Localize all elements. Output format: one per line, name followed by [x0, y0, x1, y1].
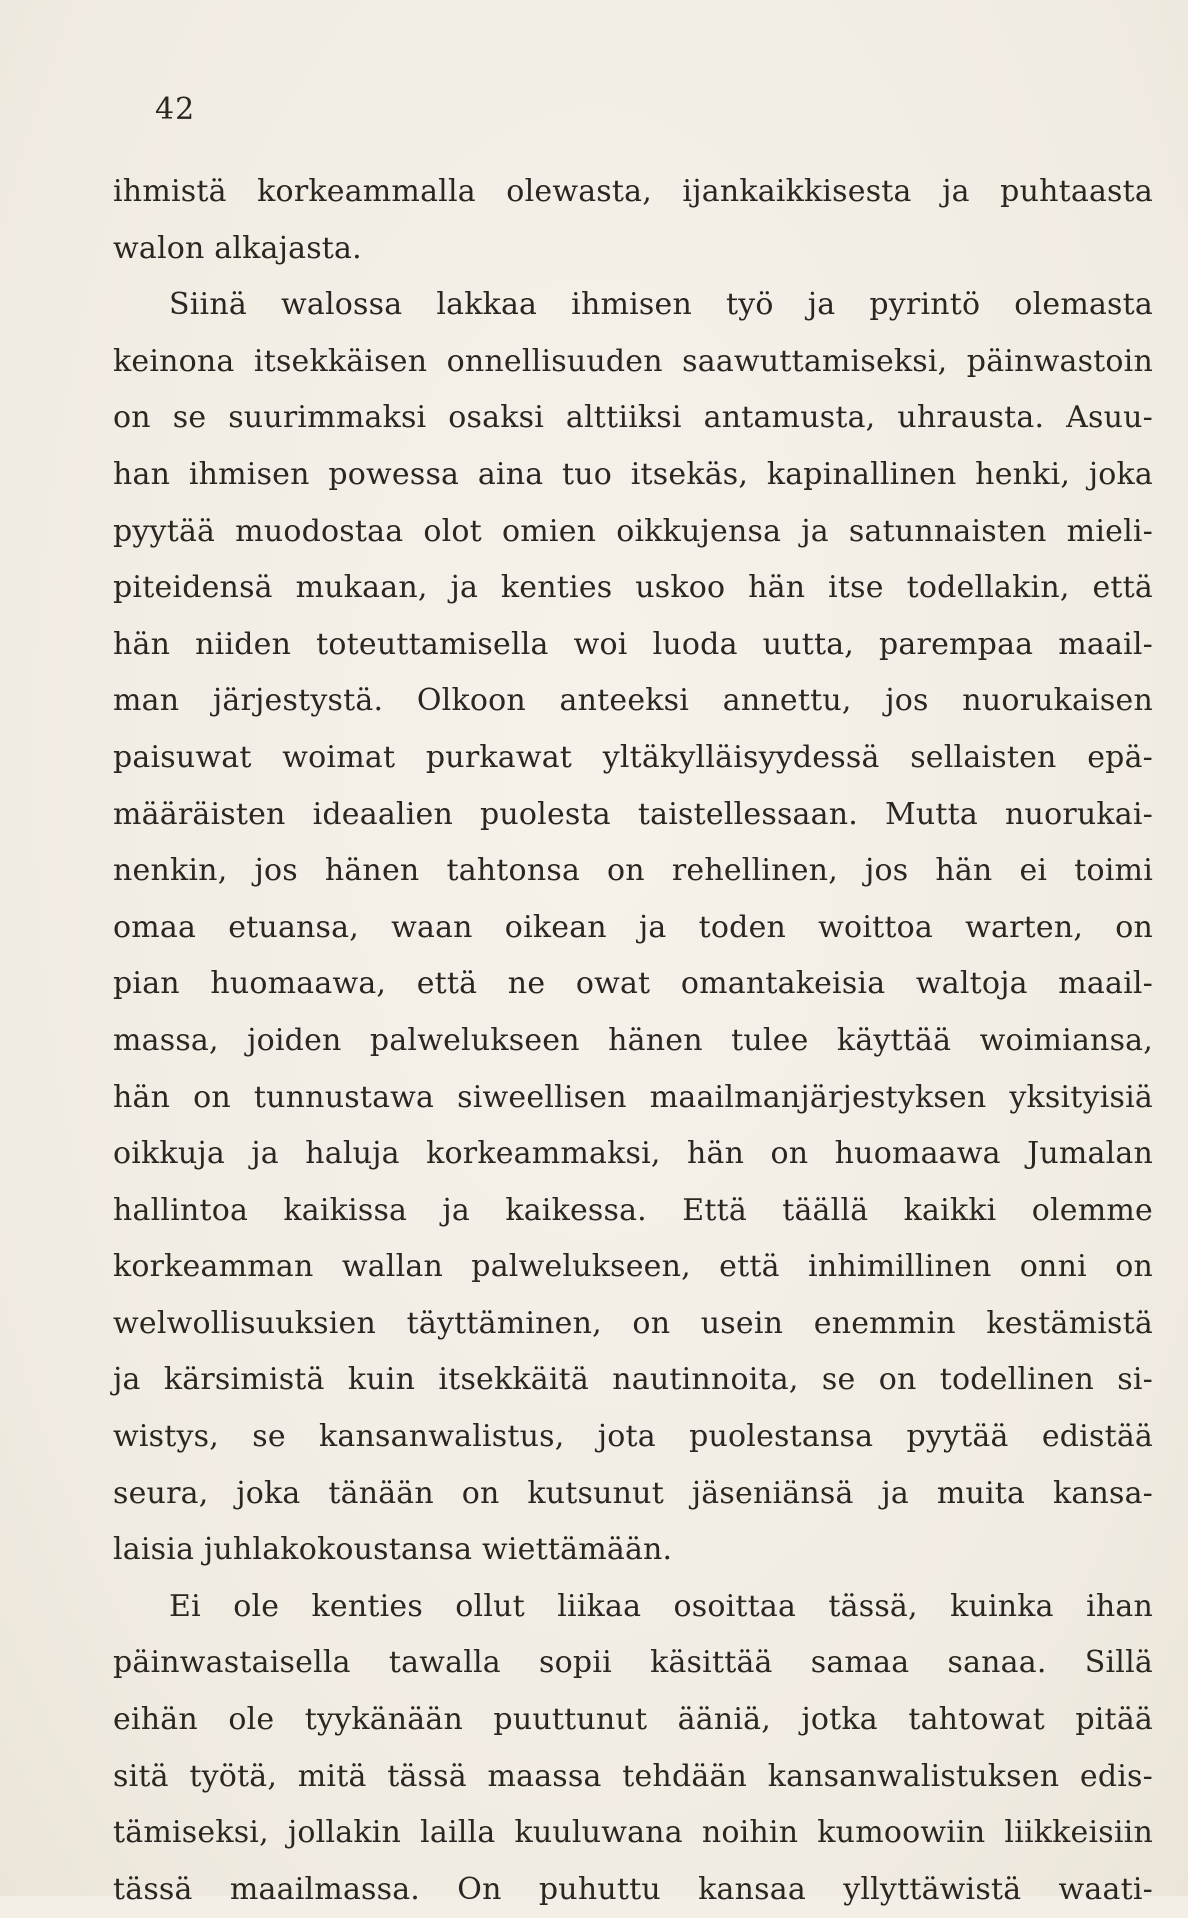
text-line: päinwastaisella tawalla sopii käsittää samaa sanaa. Sillä — [113, 1645, 1153, 1681]
text-line: Siinä walossa lakkaa ihmisen työ ja pyrintö olemasta — [169, 287, 1153, 323]
text-line: ja kärsimistä kuin itsekkäitä nautinnoita, se on todellinen si- — [113, 1362, 1153, 1398]
text-line: nenkin, jos hänen tahtonsa on rehellinen, jos hän ei toimi — [113, 853, 1153, 889]
text-line: hallintoa kaikissa ja kaikessa. Että täällä kaikki olemme — [113, 1192, 1153, 1228]
text-line: massa, joiden palwelukseen hänen tulee käyttää woimiansa, — [113, 1022, 1153, 1058]
text-line: hän niiden toteuttamisella woi luoda uutta, parempaa maail- — [113, 626, 1153, 662]
body-text — [113, 164, 1153, 1918]
text-line: piteidensä mukaan, ja kenties uskoo hän itse todellakin, että — [113, 570, 1153, 606]
text-line: määräisten ideaalien puolesta taistellessaan. Mutta nuorukai- — [113, 796, 1153, 832]
text-line: tässä maailmassa. On puhuttu kansaa yllyttäwistä waati- — [113, 1871, 1153, 1907]
text-line: keinona itsekkäisen onnellisuuden saawuttamiseksi, päinwastoin — [113, 343, 1153, 379]
text-line: wistys, se kansanwalistus, jota puolestansa pyytää edistää — [113, 1419, 1153, 1455]
page-number: 42 — [155, 92, 196, 127]
text-line: eihän ole tyykänään puuttunut ääniä, jotka tahtowat pitää — [113, 1702, 1153, 1738]
text-line: seura, joka tänään on kutsunut jäseniänsä ja muita kansa- — [113, 1475, 1153, 1511]
text-line: paisuwat woimat purkawat yltäkylläisyydessä sellaisten epä- — [113, 739, 1153, 775]
text-line: laisia juhlakokoustansa wiettämään. — [113, 1532, 673, 1568]
text-line: tämiseksi, jollakin lailla kuuluwana noihin kumoowiin liikkeisiin — [113, 1815, 1153, 1851]
text-line: welwollisuuksien täyttäminen, on usein enemmin kestämistä — [113, 1305, 1153, 1341]
text-line: man järjestystä. Olkoon anteeksi annettu, jos nuorukaisen — [113, 683, 1153, 719]
text-line: oikkuja ja haluja korkeammaksi, hän on huomaawa Jumalan — [113, 1136, 1153, 1172]
text-line: Ei ole kenties ollut liikaa osoittaa tässä, kuinka ihan — [169, 1588, 1153, 1624]
text-line: hän on tunnustawa siweellisen maailmanjärjestyksen yksityisiä — [113, 1079, 1153, 1115]
text-line: korkeamman wallan palwelukseen, että inhimillinen onni on — [113, 1249, 1153, 1285]
text-line: pian huomaawa, että ne owat omantakeisia waltoja maail- — [113, 966, 1153, 1002]
text-line: han ihmisen powessa aina tuo itsekäs, kapinallinen henki, joka — [113, 456, 1153, 492]
text-line: pyytää muodostaa olot omien oikkujensa ja satunnaisten mieli- — [113, 513, 1153, 549]
text-line: sitä työtä, mitä tässä maassa tehdään kansanwalistuksen edis- — [113, 1758, 1153, 1794]
text-line: omaa etuansa, waan oikean ja toden woittoa warten, on — [113, 909, 1153, 945]
text-line: ihmistä korkeammalla olewasta, ijankaikkisesta ja puhtaasta — [113, 174, 1153, 209]
text-line: walon alkajasta. — [113, 230, 362, 266]
text-line: on se suurimmaksi osaksi alttiiksi antamusta, uhrausta. Asuu- — [113, 400, 1153, 436]
